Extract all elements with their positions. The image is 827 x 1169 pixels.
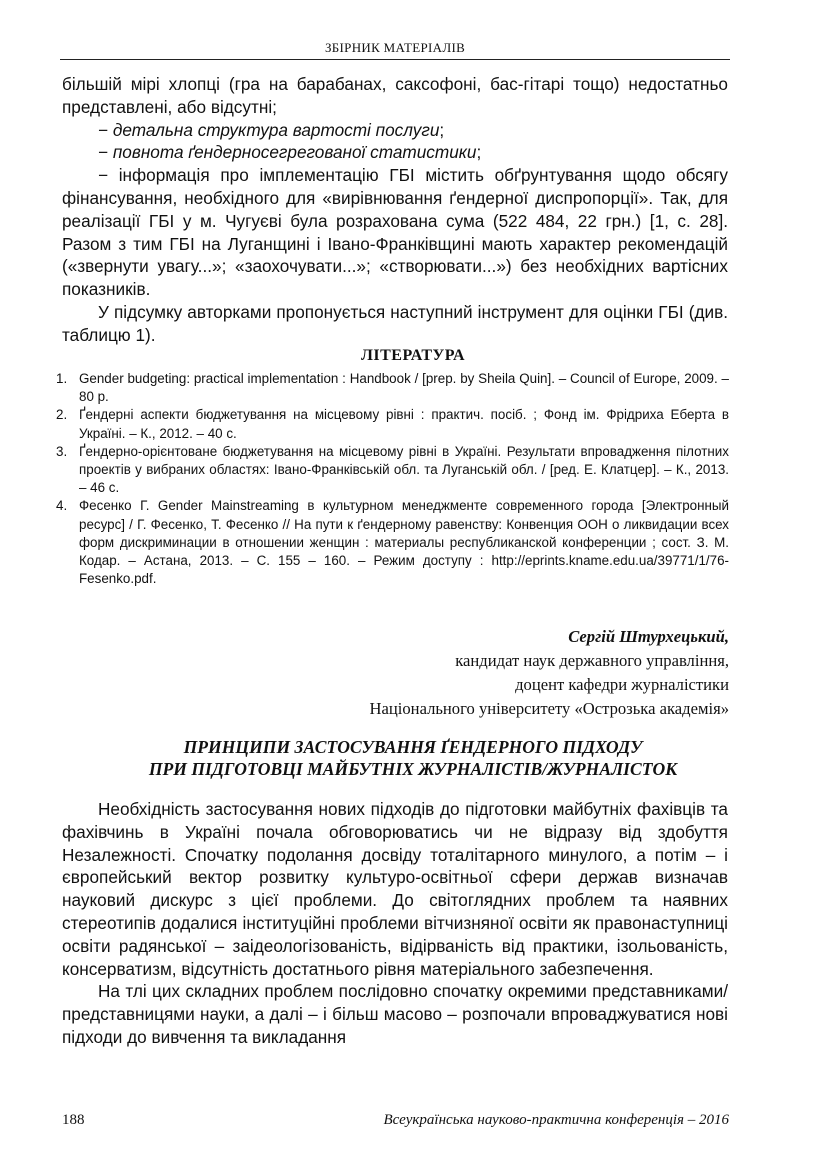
author-affiliation: Національного університету «Острозька академія» [369, 699, 729, 718]
reference-item [56, 443, 729, 498]
running-header: ЗБІРНИК МАТЕРІАЛІВ [324, 40, 466, 55]
list-item [62, 119, 728, 142]
reference-text: Ґендерні аспекти бюджетування на місцевому рівні : практич. посіб. ; Фонд ім. Фрідриха Еберта в Україні. – К., 2012. – 40 с. [79, 407, 729, 441]
literature-heading: ЛІТЕРАТУРА [360, 347, 466, 364]
header-rule [60, 59, 730, 60]
article-paragraph: Необхідність застосування нових підходів до підготовки майбутніх фахівців та фахівчинь в Україні почала обговорюватись чи не відразу від здобуття Незалежності. Спочатку подолання досвіду тоталітарного минулого, а потім – і європейський вектор розвитку культуро-освітньої сфери держав визначав науковий дискурс з цієї проблеми. До світоглядних проблем та наявних стереотипів додалися інституційні проблеми вітчизняної освіти як правонаступниці освіти радянської – заідеологізованість, відірваність від практики, ізольованість, консерватизм, відсутність достатнього рівня матеріального забезпечення. [62, 799, 728, 979]
list-item [62, 141, 728, 164]
article-body [62, 798, 728, 1049]
reference-text: Фесенко Г. Gender Mainstreaming в культурном менеджменте современного города [Электронный ресурс] / Г. Фесенко, Т. Фесенко // На пути к ґендерному равенству: Конвенция ООН о ликвидации всех форм дискриминации в отношении женщин : материалы республиканской конференции ; сост. З. М. Кодар. – Астана, 2013. – С. 155 – 160. – Режим доступу : http://eprints.kname.edu.ua/39771/1/76-Fesenko.pdf. [79, 498, 729, 587]
reference-item [56, 370, 729, 406]
reference-number: 1. [56, 371, 68, 386]
author-degree: кандидат наук державного управління, [455, 651, 729, 670]
reference-number: 4. [56, 498, 68, 514]
author-block [370, 625, 729, 721]
list-item-emphasis: детальна структура вартості послуги [112, 119, 440, 140]
article-title-line: ПРИ ПІДГОТОВЦІ МАЙБУТНІХ ЖУРНАЛІСТІВ/ЖУРНАЛІСТОК [148, 759, 678, 779]
author-name: Сергій Штурхецький, [568, 627, 729, 646]
intro-conclusion: У підсумку авторками пропонується наступний інструмент для оцінки ГБІ (див. таблицю 1). [62, 301, 728, 345]
list-item-emphasis: повнота ґендерносегрегованої статистики [112, 142, 477, 163]
reference-item [56, 497, 729, 588]
list-item-rest: ; [439, 119, 445, 140]
reference-number: 3. [56, 443, 68, 459]
article-paragraph: На тлі цих складних проблем послідовно спочатку окремими представниками/представницями науки, а далі – і більш масово – розпочали впроваджуватися нові підходи до вивчення та викладання [62, 981, 728, 1047]
author-position: доцент кафедри журналістики [515, 675, 729, 694]
reference-text: Gender budgeting: practical implementation : Handbook / [prep. by Sheila Quin]. – Council of Europe, 2009. – 80 p. [79, 371, 729, 405]
article-title [60, 736, 766, 780]
article-title-line: ПРИНЦИПИ ЗАСТОСУВАННЯ ҐЕНДЕРНОГО ПІДХОДУ [183, 737, 643, 757]
reference-number: 2. [56, 407, 68, 423]
list-item-rest: ; [476, 142, 482, 163]
page-number: 188 [62, 1112, 85, 1128]
reference-list [56, 370, 729, 588]
list-item-emphasis: інформація про імплементацію ГБІ [118, 165, 415, 186]
reference-item [56, 406, 729, 442]
dash-marker: − [98, 119, 109, 140]
list-item-rest: містить обґрунтування щодо обсягу фінансування, необхідного для «вирівнювання ґендерної диспропорції». Так, для реалізації ГБІ у м. Чугуєві була розрахована сума (522 484, 22 грн.) [1, с. 28]. Разом з тим ГБІ на Луганщині і Івано-Франківщині мають характер рекомендацій («звернути увагу...»; «заохочувати...»; «створювати...») без необхідних вартісних показників. [62, 165, 729, 300]
intro-paragraph: більшій мірі хлопці (гра на барабанах, саксофоні, бас-гітарі тощо) недостатньо представлені, або відсутні; [62, 74, 728, 117]
list-item [62, 164, 728, 301]
reference-text: Ґендерно-орієнтоване бюджетування на місцевому рівні в Україні. Результати впровадження пілотних проектів у вибраних областях: Івано-Франківській обл. та Луганській обл. / [ред. Е. Клатцер]. – К., 2013. – 46 с. [79, 443, 729, 496]
dash-marker: − [98, 165, 109, 186]
footer-conference: Всеукраїнська науково-практична конференція – 2016 [383, 1112, 729, 1128]
dash-marker: − [98, 142, 109, 163]
intro-text [62, 73, 728, 347]
